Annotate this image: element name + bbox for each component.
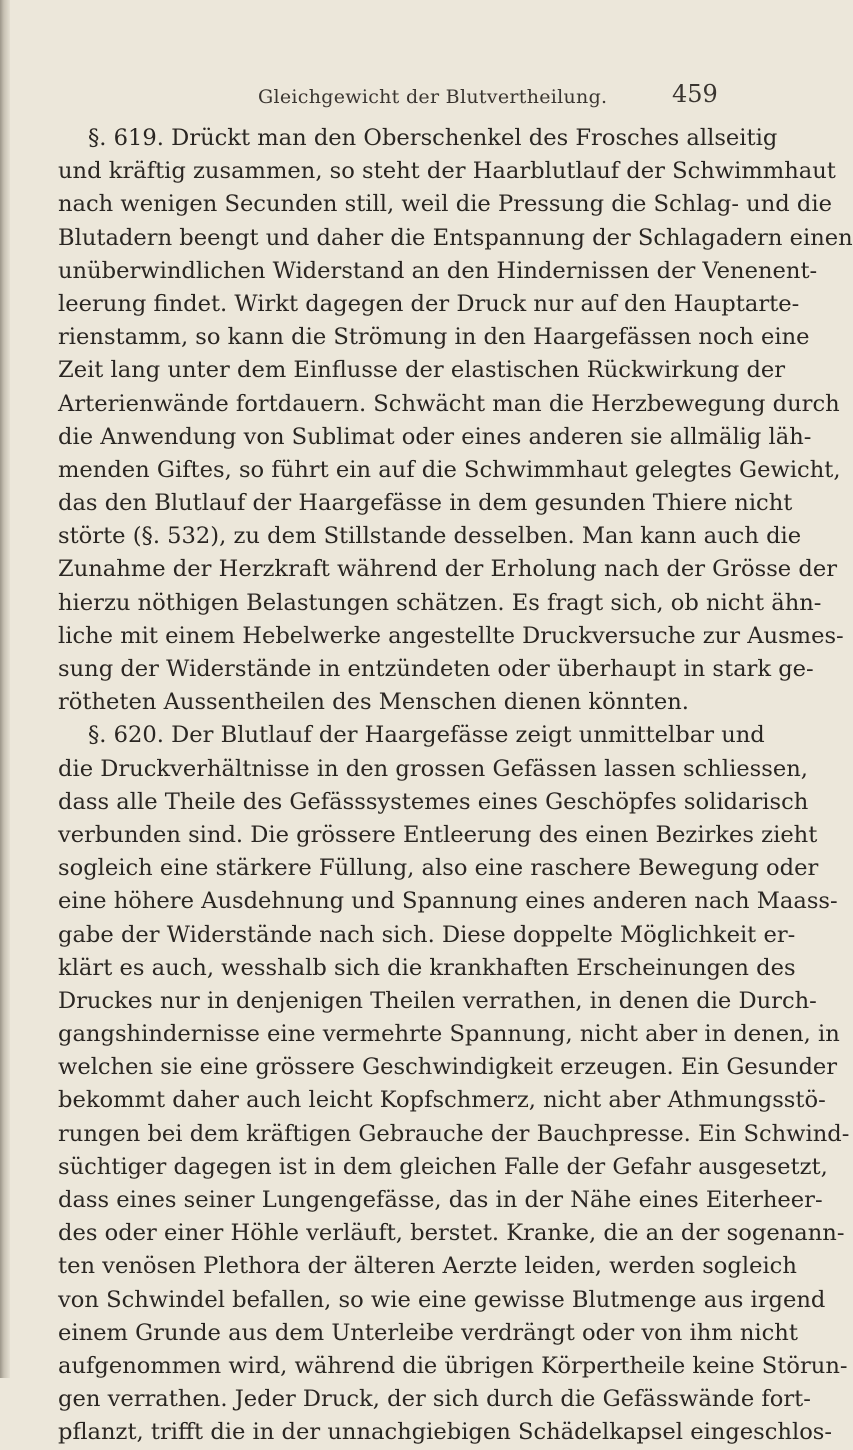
text-line: welchen sie eine grössere Geschwindigkeit erzeugen. Ein Gesunder — [58, 1054, 838, 1081]
page-header — [0, 78, 800, 118]
text-line: von Schwindel befallen, so wie eine gewisse Blutmenge aus irgend — [58, 1286, 826, 1313]
text-line: störte (§. 532), zu dem Stillstande desselben. Man kann auch die — [58, 523, 802, 550]
text-line: liche mit einem Hebelwerke angestellte Druckversuche zur Ausmes- — [58, 622, 844, 649]
text-line: verbunden sind. Die grössere Entleerung des einen Bezirkes zieht — [58, 821, 818, 848]
text-line: pflanzt, trifft die in der unnachgiebigen Schädelkapsel eingeschlos- — [58, 1419, 833, 1446]
text-line: dass alle Theile des Gefässsystemes eines Geschöpfes solidarisch — [58, 788, 809, 815]
text-line: sogleich eine stärkere Füllung, also eine raschere Bewegung oder — [58, 855, 819, 882]
text-line: aufgenommen wird, während die übrigen Körpertheile keine Störun- — [58, 1352, 848, 1379]
page-number: 459 — [672, 80, 718, 108]
text-line: hierzu nöthigen Belastungen schätzen. Es fragt sich, ob nicht ähn- — [58, 589, 822, 616]
text-line: einem Grunde aus dem Unterleibe verdrängt oder von ihm nicht — [58, 1319, 798, 1346]
text-line: das den Blutlauf der Haargefässe in dem gesunden Thiere nicht — [58, 490, 793, 517]
text-line: eine höhere Ausdehnung und Spannung eines anderen nach Maass- — [58, 888, 838, 915]
running-head: Gleichgewicht der Blutvertheilung. — [258, 86, 608, 108]
text-line: Zunahme der Herzkraft während der Erholung nach der Grösse der — [58, 556, 837, 583]
text-line: Druckes nur in denjenigen Theilen verrathen, in denen die Durch- — [58, 987, 817, 1014]
text-line: klärt es auch, wesshalb sich die krankhaften Erscheinungen des — [58, 954, 796, 981]
text-line: §. 620. Der Blutlauf der Haargefässe zeigt unmittelbar und — [88, 722, 765, 749]
text-line: Arterienwände fortdauern. Schwächt man die Herzbewegung durch — [58, 390, 840, 417]
text-line: rötheten Aussentheilen des Menschen dienen könnten. — [58, 689, 689, 716]
text-line: gen verrathen. Jeder Druck, der sich durch die Gefässwände fort- — [58, 1386, 811, 1413]
text-line: dass eines seiner Lungengefässe, das in der Nähe eines Eiterheer- — [58, 1187, 823, 1213]
text-line: rungen bei dem kräftigen Gebrauche der Bauchpresse. Ein Schwind- — [58, 1120, 850, 1147]
text-line: die Druckverhältnisse in den grossen Gefässen lassen schliessen, — [58, 755, 808, 782]
text-line: ten venösen Plethora der älteren Aerzte leiden, werden sogleich — [58, 1253, 797, 1280]
text-line: menden Giftes, so führt ein auf die Schwimmhaut gelegtes Gewicht, — [58, 456, 841, 483]
body-text — [58, 122, 853, 1450]
text-line: gabe der Widerstände nach sich. Diese doppelte Möglichkeit er- — [58, 921, 796, 948]
text-line: und kräftig zusammen, so steht der Haarblutlauf der Schwimmhaut — [58, 158, 836, 185]
text-line: unüberwindlichen Widerstand an den Hindernissen der Venenent- — [58, 257, 818, 284]
text-line: die Anwendung von Sublimat oder eines anderen sie allmälig läh- — [58, 423, 812, 450]
text-line: nach wenigen Secunden still, weil die Pressung die Schlag- und die — [58, 191, 832, 218]
page-binding-edge — [0, 0, 10, 1378]
text-line: Zeit lang unter dem Einflusse der elastischen Rückwirkung der — [58, 357, 786, 384]
text-line: gangshindernisse eine vermehrte Spannung, nicht aber in denen, in — [58, 1021, 840, 1048]
text-line: bekommt daher auch leicht Kopfschmerz, nicht aber Athmungsstö- — [58, 1087, 826, 1114]
text-line: des oder einer Höhle verläuft, berstet. Kranke, die an der sogenann- — [58, 1220, 845, 1247]
text-line: süchtiger dagegen ist in dem gleichen Falle der Gefahr ausgesetzt, — [58, 1153, 828, 1180]
text-line: rienstamm, so kann die Strömung in den Haargefässen noch eine — [58, 324, 810, 351]
text-line: §. 619. Drückt man den Oberschenkel des Frosches allseitig — [88, 125, 778, 151]
text-line: sung der Widerstände in entzündeten oder überhaupt in stark ge- — [58, 656, 814, 682]
text-line: leerung findet. Wirkt dagegen der Druck nur auf den Hauptarte- — [58, 290, 800, 317]
text-line: Blutadern beengt und daher die Entspannung der Schlagadern einen — [58, 224, 853, 251]
